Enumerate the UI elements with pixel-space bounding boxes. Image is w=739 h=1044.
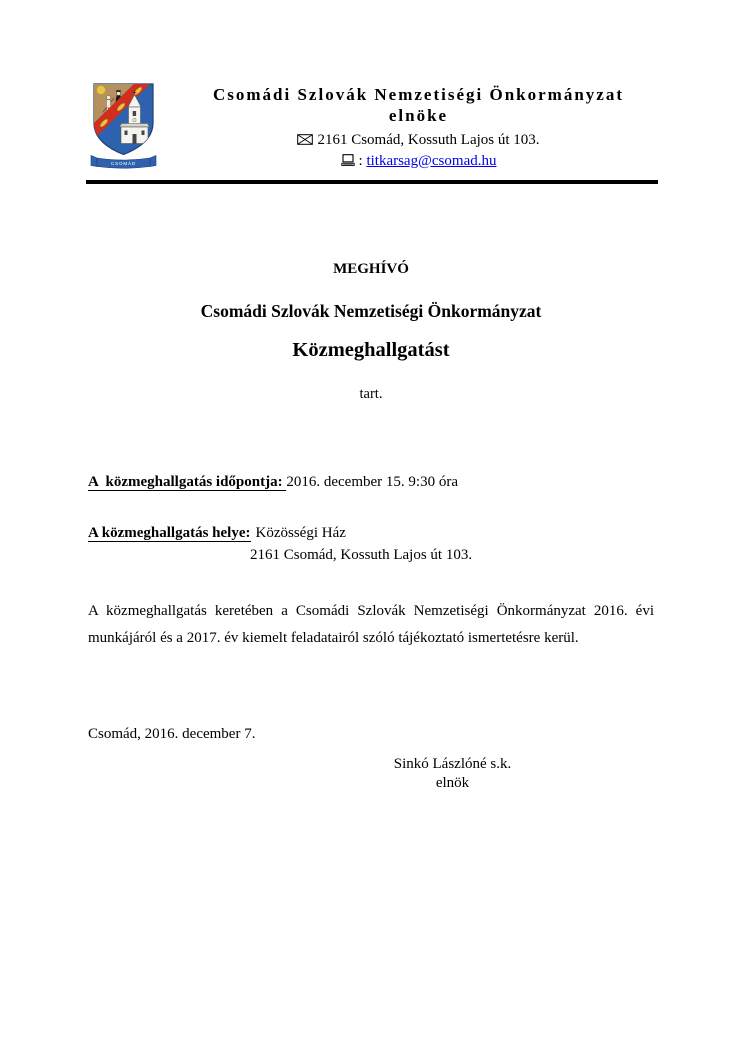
invitation-verb: tart. <box>359 386 383 402</box>
email-separator: : <box>358 152 363 169</box>
hearing-time-value: 2016. december 15. 9:30 óra <box>286 474 458 490</box>
letterhead <box>170 84 667 170</box>
envelope-icon <box>297 134 313 145</box>
invitation-heading: MEGHÍVÓ <box>333 261 409 277</box>
hearing-place-value: Közösségi Ház <box>255 525 346 541</box>
letterhead-address-line <box>170 131 667 149</box>
signature-block <box>350 755 555 793</box>
computer-icon <box>341 154 355 166</box>
invitation-organization: Csomádi Szlovák Nemzetiségi Önkormányzat <box>200 301 542 321</box>
hearing-place-label: A közmeghallgatás helye: <box>88 525 251 541</box>
ribbon-text: CSOMÁD <box>111 161 136 166</box>
letterhead-role: elnöke <box>388 106 449 126</box>
hearing-place-address: 2161 Csomád, Kossuth Lajos út 103. <box>250 547 473 563</box>
coat-of-arms-logo <box>90 81 157 169</box>
hearing-time-line <box>88 471 654 493</box>
letterhead-org-name: Csomádi Szlovák Nemzetiségi Önkormányzat <box>212 85 624 104</box>
hearing-place-block <box>88 522 654 566</box>
body-paragraph: A közmeghallgatás keretében a Csomádi Szlovák Nemzetiségi Önkormányzat 2016. évi munkájáról és a 2017. év kiemelt feladatairól szóló tájékoztató ismertetésre kerül. <box>88 603 654 646</box>
dateline: Csomád, 2016. december 7. <box>88 726 256 742</box>
signature-name: Sinkó Lászlóné s.k. <box>393 756 512 772</box>
letterhead-email-line <box>170 152 667 170</box>
header-divider <box>86 180 658 184</box>
sun-icon <box>97 86 105 94</box>
signature-title: elnök <box>435 775 470 791</box>
hearing-time-label: A közmeghallgatás időpontja: <box>88 474 287 490</box>
invitation-event-title: Közmeghallgatást <box>292 339 450 361</box>
hearing-place-line <box>88 522 654 544</box>
email-link[interactable]: titkarsag@csomad.hu <box>366 152 497 169</box>
letterhead-address: 2161 Csomád, Kossuth Lajos út 103. <box>317 131 540 148</box>
ribbon-banner <box>91 156 156 169</box>
